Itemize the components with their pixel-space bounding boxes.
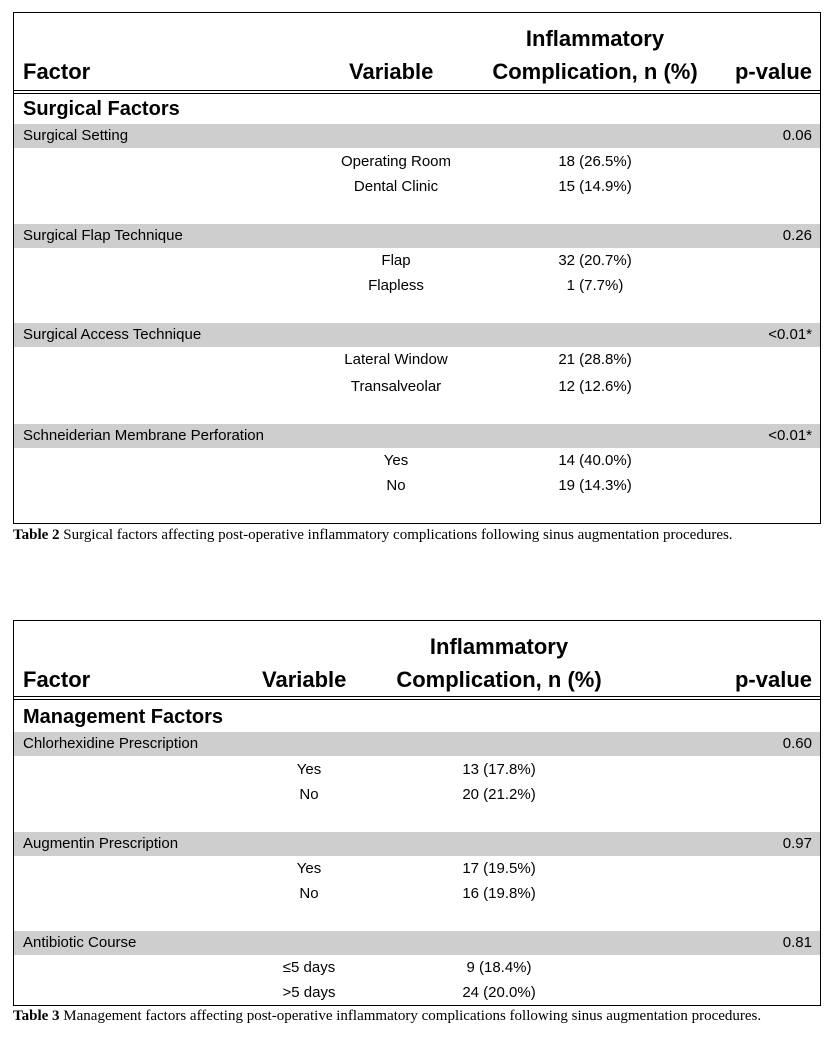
group-pvalue: 0.06 bbox=[782, 127, 812, 144]
header-divider bbox=[14, 696, 820, 700]
group-pvalue: 0.81 bbox=[782, 934, 812, 951]
header-pvalue: p-value bbox=[734, 667, 812, 692]
table-row bbox=[14, 175, 820, 200]
row-variable: Flapless bbox=[368, 277, 424, 294]
table-row bbox=[14, 956, 820, 981]
group-band bbox=[14, 832, 820, 856]
management-factors-table bbox=[13, 620, 821, 1006]
header-complication-line2: Complication, n (%) bbox=[492, 59, 698, 84]
row-variable: Transalveolar bbox=[350, 378, 442, 395]
table-row bbox=[14, 150, 820, 175]
group-label: Surgical Setting bbox=[23, 127, 129, 144]
group-pvalue: <0.01* bbox=[768, 427, 812, 444]
group-pvalue: <0.01* bbox=[768, 326, 812, 343]
table-row bbox=[14, 857, 820, 882]
table-row bbox=[14, 882, 820, 907]
group-label: Antibiotic Course bbox=[23, 934, 137, 951]
header-complication-line2: Complication, n (%) bbox=[396, 667, 602, 692]
header-factor: Factor bbox=[23, 59, 91, 84]
group-pvalue: 0.26 bbox=[782, 227, 812, 244]
header-complication-line1: Inflammatory bbox=[429, 634, 569, 659]
row-variable: Dental Clinic bbox=[353, 178, 439, 195]
row-variable: >5 days bbox=[282, 984, 336, 1001]
table-row bbox=[14, 375, 820, 400]
row-value: 13 (17.8%) bbox=[462, 761, 536, 778]
row-variable: No bbox=[299, 786, 319, 803]
row-value: 12 (12.6%) bbox=[558, 378, 632, 395]
table-row bbox=[14, 274, 820, 299]
table-row bbox=[14, 449, 820, 474]
group-label: Chlorhexidine Prescription bbox=[23, 735, 199, 752]
caption-text: Management factors affecting post-operative inflammatory complications following sinus augmentation procedures. bbox=[59, 1008, 762, 1024]
row-value: 18 (26.5%) bbox=[558, 153, 632, 170]
header-variable: Variable bbox=[262, 667, 347, 692]
group-band bbox=[14, 323, 820, 347]
header-pvalue: p-value bbox=[734, 59, 812, 84]
group-label: Surgical Access Technique bbox=[23, 326, 202, 343]
header-factor: Factor bbox=[23, 667, 91, 692]
row-value: 20 (21.2%) bbox=[462, 786, 536, 803]
row-value: 19 (14.3%) bbox=[558, 477, 632, 494]
row-value: 17 (19.5%) bbox=[462, 860, 536, 877]
group-band bbox=[14, 124, 820, 148]
table-row bbox=[14, 348, 820, 373]
row-variable: Operating Room bbox=[340, 153, 452, 170]
group-pvalue: 0.97 bbox=[782, 835, 812, 852]
caption-label: Table 3 bbox=[13, 1008, 60, 1024]
table-row bbox=[14, 758, 820, 783]
group-band bbox=[14, 732, 820, 756]
table-caption bbox=[13, 526, 773, 545]
group-label: Surgical Flap Technique bbox=[23, 227, 183, 244]
row-value: 15 (14.9%) bbox=[558, 178, 632, 195]
group-band bbox=[14, 424, 820, 448]
header-divider bbox=[14, 90, 820, 94]
group-pvalue: 0.60 bbox=[782, 735, 812, 752]
surgical-factors-table bbox=[13, 12, 821, 524]
group-label: Augmentin Prescription bbox=[23, 835, 179, 852]
header-complication-line1: Inflammatory bbox=[525, 26, 665, 51]
row-value: 9 (18.4%) bbox=[466, 959, 532, 976]
group-band bbox=[14, 224, 820, 248]
row-value: 14 (40.0%) bbox=[558, 452, 632, 469]
caption-label: Table 2 bbox=[13, 527, 60, 543]
row-variable: ≤5 days bbox=[282, 959, 336, 976]
row-value: 1 (7.7%) bbox=[566, 277, 624, 294]
row-variable: Yes bbox=[383, 452, 409, 469]
row-variable: Flap bbox=[381, 252, 411, 269]
row-value: 32 (20.7%) bbox=[558, 252, 632, 269]
table-row bbox=[14, 981, 820, 1006]
row-value: 21 (28.8%) bbox=[558, 351, 632, 368]
table-row bbox=[14, 783, 820, 808]
row-variable: Lateral Window bbox=[344, 351, 448, 368]
group-band bbox=[14, 931, 820, 955]
section-title: Management Factors bbox=[23, 706, 224, 728]
row-variable: Yes bbox=[296, 860, 322, 877]
table-row bbox=[14, 249, 820, 274]
caption-text: Surgical factors affecting post-operative inflammatory complications following sinus augmentation procedures. bbox=[59, 527, 733, 543]
table-caption bbox=[13, 1007, 773, 1026]
table-row bbox=[14, 474, 820, 499]
row-variable: No bbox=[299, 885, 319, 902]
row-variable: No bbox=[386, 477, 406, 494]
row-value: 16 (19.8%) bbox=[462, 885, 536, 902]
header-variable: Variable bbox=[349, 59, 434, 84]
row-value: 24 (20.0%) bbox=[462, 984, 536, 1001]
row-variable: Yes bbox=[296, 761, 322, 778]
group-label: Schneiderian Membrane Perforation bbox=[23, 427, 264, 444]
section-title: Surgical Factors bbox=[23, 98, 180, 120]
